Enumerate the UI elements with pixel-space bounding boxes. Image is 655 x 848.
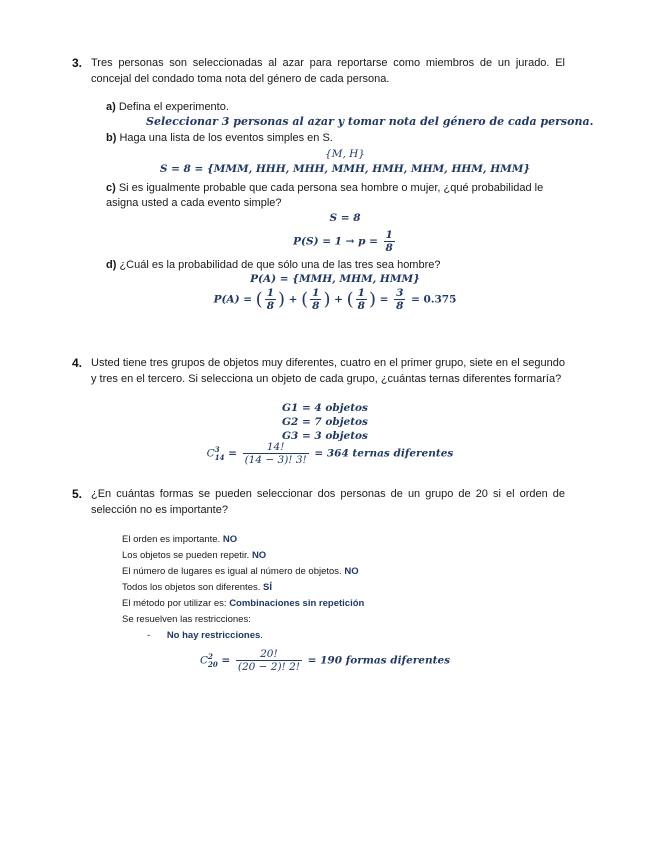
q5-line-value: NO — [222, 534, 238, 545]
q5-line — [122, 564, 542, 580]
q5-fraction — [236, 648, 302, 673]
q5-result: = 190 formas diferentes — [307, 654, 451, 667]
q5-line — [122, 580, 542, 596]
q3-part-d-text: ¿Cuál es la probabilidad de que sólo una de las tres sea hombre? — [119, 259, 441, 271]
q4-group-2: G2 = 7 objetos — [282, 416, 368, 428]
q4-numerator: 14! — [266, 441, 285, 453]
question-5-text: ¿En cuántas formas se pueden seleccionar dos personas de un grupo de 20 si el orden de selección no es importante? — [91, 488, 565, 516]
question-3-number: 3. — [72, 56, 83, 70]
q4-result: = 364 ternas diferentes — [314, 447, 454, 460]
q3-part-c-lhs: P(S) = 1 → p = — [293, 235, 378, 248]
q4-fraction — [243, 441, 309, 466]
q3-part-d-set: P(A) = {MMH, MHM, HMM} — [250, 273, 420, 285]
q3-part-c-num: 1 — [385, 229, 393, 241]
q3-part-d-result: 0.375 — [423, 293, 457, 306]
q3-part-c-probability — [230, 229, 460, 254]
q5-line-value: NO — [344, 566, 359, 577]
q3-part-d-lhs: P(A) = — [213, 293, 252, 306]
q3-part-c-s: S = 8 — [329, 212, 361, 224]
q3-d-frac1-num: 1 — [266, 287, 274, 299]
q5-restriction: No hay restricciones — [166, 630, 261, 641]
q4-group-1: G1 = 4 objetos — [282, 402, 368, 414]
q5-line-value: Combinaciones sin repetición — [229, 598, 365, 609]
q3-part-c-label: c) — [106, 182, 116, 194]
q4-denominator: (14 − 3)! 3! — [244, 454, 307, 466]
q3-sample-space: S = 8 = {MMM, HHH, MHH, MMH, HMH, MHM, HHM, HMM} — [159, 163, 531, 175]
q3-part-b-set: {M, H} — [325, 148, 365, 160]
q5-line-value: SÍ — [263, 582, 272, 593]
q3-d-frac1-den: 8 — [266, 300, 274, 312]
q5-c-sub: 20 — [207, 659, 218, 669]
q5-line — [122, 548, 542, 564]
q3-d-sum-num: 3 — [396, 287, 404, 299]
q3-part-a — [106, 100, 229, 115]
q5-denominator: (20 − 2)! 2! — [237, 661, 301, 673]
q5-line-label: Se resuelven las restricciones: — [122, 614, 251, 625]
q4-combination-formula: C 3 14 = $\frac{14!}{(14 - 3)! 3!}$ = 364 ternas diferentes — [206, 441, 454, 466]
q3-d-sum-den: 8 — [396, 300, 404, 312]
q3-part-c-den: 8 — [385, 242, 393, 254]
q3-part-d-sum: P(A) = ( $\frac{1}{8}$ ) + ( $\frac{1}{8}$ ) + ( $\frac{1}{8}$ ) = $\frac{3}{8}$ = 0.375 — [213, 287, 457, 312]
question-4-text: Usted tiene tres grupos de objetos muy diferentes, cuatro en el primer grupo, siete en el segundo y tres en el tercero. Si selecciona un objeto de cada grupo, ¿cuántas ternas diferentes formaría? — [91, 357, 565, 385]
q4-c-sup: 3 — [214, 444, 220, 454]
q4-c-base: C — [206, 447, 215, 460]
q3-part-c-fraction — [384, 229, 395, 254]
q3-part-b-label: b) — [106, 132, 117, 144]
q3-part-b — [106, 131, 333, 146]
q3-d-frac3-den: 8 — [357, 300, 365, 312]
question-4-number: 4. — [72, 356, 83, 370]
q5-line-label: Todos los objetos son diferentes. — [122, 582, 261, 593]
q5-restriction-item — [122, 628, 542, 644]
q5-bullet: - — [147, 630, 151, 641]
q5-line-label: El método por utilizar es: — [122, 598, 227, 609]
q4-c-sub: 14 — [214, 452, 225, 462]
q5-line-label: El número de lugares es igual al número de objetos. — [122, 566, 342, 577]
q4-group-3: G3 = 3 objetos — [282, 430, 368, 442]
q5-numerator: 20! — [260, 648, 278, 660]
q3-part-a-text: Defina el experimento. — [118, 101, 229, 113]
question-3-text: Tres personas son seleccionadas al azar para reportarse como miembros de un jurado. El concejal del condado toma nota del género de cada persona. — [91, 57, 565, 85]
q3-d-frac2-num: 1 — [312, 287, 320, 299]
q3-d-frac3-num: 1 — [357, 287, 365, 299]
q5-analysis-list — [122, 532, 542, 644]
q5-line-value: NO — [251, 550, 267, 561]
q3-part-d-label: d) — [106, 259, 117, 271]
q5-c-sup: 2 — [207, 651, 213, 661]
q5-c-base: C — [199, 654, 208, 667]
q5-restriction-end: . — [260, 630, 263, 641]
q5-combination-formula: C 2 20 = $\frac{20!}{(20 - 2)! 2!}$ = 190 formas diferentes — [199, 648, 451, 673]
q3-part-b-text: Haga una lista de los eventos simples en S. — [119, 132, 333, 144]
q5-line-label: El orden es importante. — [122, 534, 221, 545]
q3-part-c — [106, 181, 566, 211]
q3-part-d — [106, 258, 441, 273]
q5-line — [122, 532, 542, 548]
q3-part-c-text: Si es igualmente probable que cada persona sea hombre o mujer, ¿qué probabilidad le asigna usted a cada evento simple? — [106, 182, 544, 209]
q3-d-frac2-den: 8 — [312, 300, 320, 312]
q3-part-a-answer: Seleccionar 3 personas al azar y tomar nota del género de cada persona. — [146, 115, 594, 128]
q5-line-label: Los objetos se pueden repetir. — [122, 550, 250, 561]
question-5-number: 5. — [72, 487, 83, 501]
q3-part-a-label: a) — [106, 101, 116, 113]
q5-line — [122, 612, 542, 628]
q5-line — [122, 596, 542, 612]
